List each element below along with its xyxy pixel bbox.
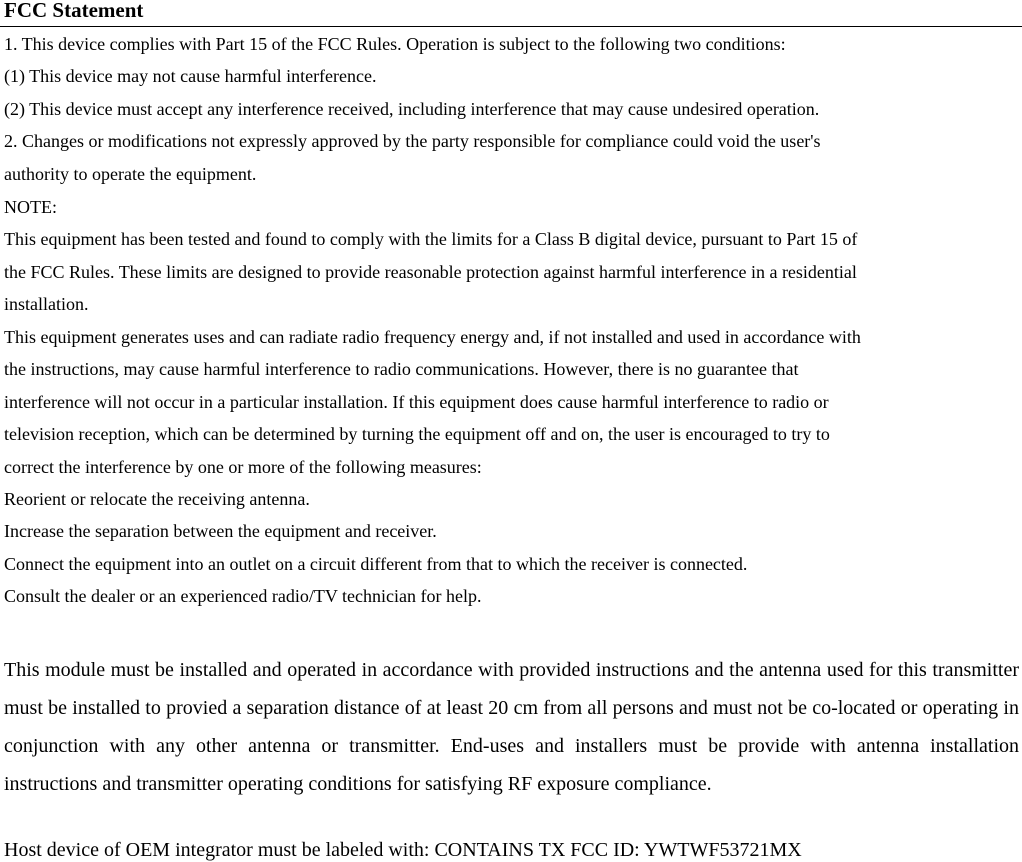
statement-line: interference will not occur in a particular installation. If this equipment does cause harmful interference to radio or (4, 392, 829, 412)
statement-line: This equipment has been tested and found to comply with the limits for a Class B digital device, pursuant to Part 15 of (4, 229, 858, 249)
statement-line: authority to operate the equipment. (4, 164, 257, 184)
measure-item: Connect the equipment into an outlet on a circuit different from that to which the receiver is connected. (4, 554, 748, 574)
statement-line: 1. This device complies with Part 15 of the FCC Rules. Operation is subject to the following two conditions: (4, 34, 786, 54)
statement-line: This equipment generates uses and can radiate radio frequency energy and, if not installed and used in accordance with (4, 327, 861, 347)
statement-line: 2. Changes or modifications not expressly approved by the party responsible for compliance could void the user's (4, 131, 821, 151)
statement-line: (2) This device must accept any interference received, including interference that may cause undesired operation. (4, 99, 820, 119)
title-divider (0, 26, 1022, 27)
measure-item: Increase the separation between the equipment and receiver. (4, 521, 437, 541)
statement-line: installation. (4, 294, 89, 314)
note-heading: NOTE: (4, 197, 57, 217)
statement-line: television reception, which can be determined by turning the equipment off and on, the user is encouraged to try to (4, 424, 830, 444)
statement-line: (1) This device may not cause harmful interference. (4, 66, 377, 86)
document-title: FCC Statement (4, 0, 144, 22)
statement-line: the instructions, may cause harmful interference to radio communications. However, there is no guarantee that (4, 359, 799, 379)
module-paragraph: This module must be installed and operated in accordance with provided instructions and the antenna used for this transmitter must be installed to provied a separation distance of at least 20 cm from all persons and must not be co-located or operating in conjunction with any other antenna or transmitter. End-uses and installers must be provide with antenna installation instructions and transmitter operating conditions for satisfying RF exposure compliance. (4, 659, 1019, 795)
statement-line: correct the interference by one or more of the following measures: (4, 457, 482, 477)
measure-item: Reorient or relocate the receiving antenna. (4, 489, 310, 509)
fcc-id-label-line: Host device of OEM integrator must be labeled with: CONTAINS TX FCC ID: YWTWF53721MX (4, 839, 802, 861)
measure-item: Consult the dealer or an experienced radio/TV technician for help. (4, 586, 482, 606)
statement-line: the FCC Rules. These limits are designed to provide reasonable protection against harmful interference in a residential (4, 262, 857, 282)
